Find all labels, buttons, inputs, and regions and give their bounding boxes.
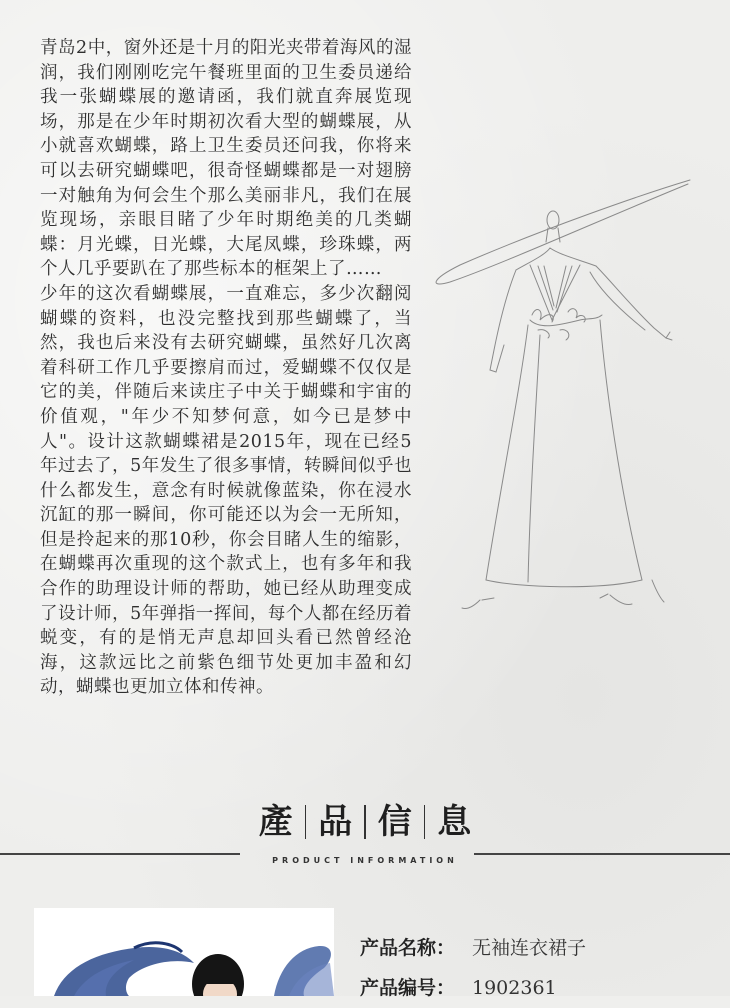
story-paragraph-2: 少年的这次看蝴蝶展，一直难忘，多少次翻阅蝴蝶的资料，也没完整找到那些蝴蝶了，当然，我也后来没有去研究蝴蝶，虽然好几次离着科研工作几乎要擦肩而过，爱蝴蝶不仅仅是它的美，伴随后来读庄子中关于蝴蝶和宇宙的价值观，"年少不知梦何意，如今已是梦中人"。设计这款蝴蝶裙是2015年，现在已经5年过去了，5年发生了很多事情，转瞬间似乎也什么都发生，意念有时候就像蓝染，你在浸水沉缸的那一瞬间，你可能还以为会一无所知，但是拎起来的那10秒，你会目睹人生的缩影，在蝴蝶再次重现的这个款式上，也有多年和我合作的助理设计师的帮助，她已经从助理变成了设计师，5年弹指一挥间，每个人都在经历着蜕变，有的是悄无声息却回头看已然曾经沧海，这款远比之前紫色细节处更加丰盈和幻动，蝴蝶也更加立体和传神。 <box>40 283 412 698</box>
story-paragraph-1: 青岛2中，窗外还是十月的阳光夹带着海风的湿润，我们刚刚吃完午餐班里面的卫生委员递给我一张蝴蝶展的邀请函，我们就直奔展览现场，那是在少年时期初次看大型的蝴蝶展，从小就喜欢蝴蝶，路上卫生委员还问我，你将来可以去研究蝴蝶吧，很奇怪蝴蝶都是一对翅膀一对触角为何会生个那么美丽非凡，我们在展览现场，亲眼目睹了少年时期绝美的几类蝴蝶：月光蝶，日光蝶，大尾凤蝶，珍珠蝶，两个人几乎要趴在了那些标本的框架上了…… <box>40 38 412 280</box>
title-char: 品 <box>318 802 353 842</box>
divider-left <box>0 853 240 855</box>
story-text <box>40 36 412 700</box>
product-code-label: 产品编号： <box>360 977 456 999</box>
product-name-label: 产品名称： <box>360 937 456 959</box>
product-info <box>360 928 586 1008</box>
section-subtitle: PRODUCT INFORMATION <box>272 856 458 865</box>
title-char: 產 <box>258 802 293 842</box>
product-name-row <box>360 928 586 968</box>
title-char: 信 <box>377 802 412 842</box>
divider-right <box>474 853 730 855</box>
product-code-row <box>360 968 586 1008</box>
product-photo <box>34 908 334 996</box>
product-name-value: 无袖连衣裙子 <box>472 937 587 959</box>
dress-sketch <box>420 170 710 620</box>
product-code-value: 1902361 <box>472 977 557 999</box>
section-title <box>0 800 730 844</box>
model-photo-image <box>34 908 334 996</box>
title-char: 息 <box>437 802 472 842</box>
